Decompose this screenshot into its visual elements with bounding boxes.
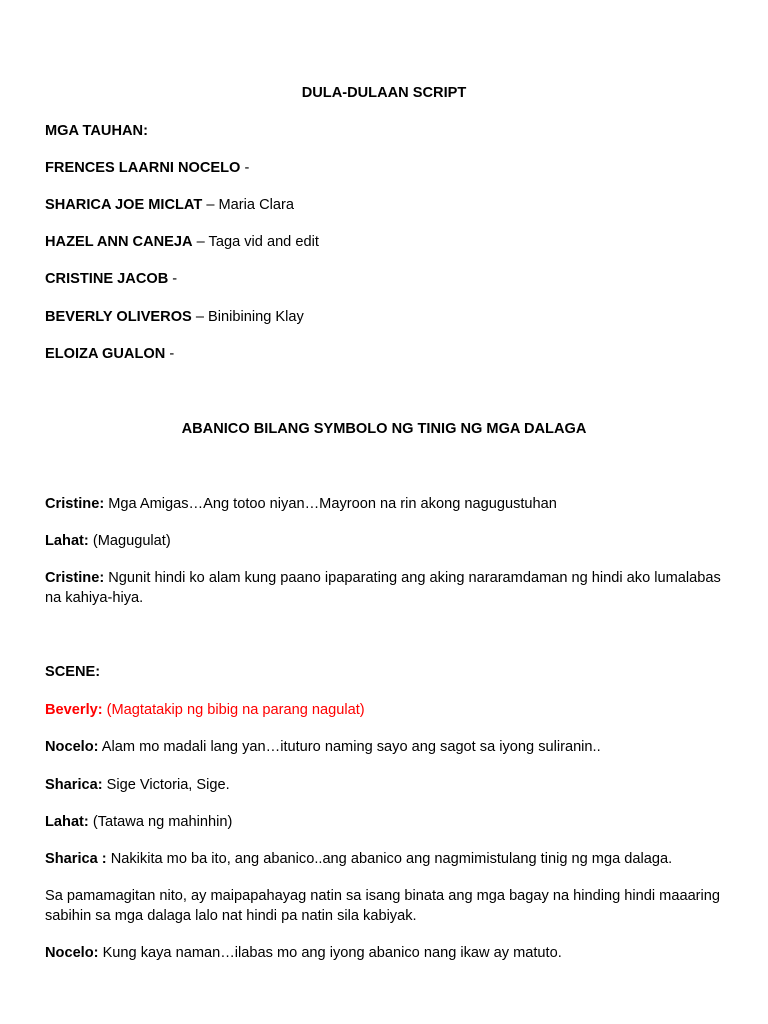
dialogue-line (45, 494, 725, 514)
cast-role: - (168, 271, 178, 287)
cast-role: - (240, 160, 250, 176)
cast-role: - (165, 346, 175, 362)
cast-member (45, 195, 725, 215)
cast-heading: MGA TAUHAN: (45, 123, 148, 139)
dialogue-text: (Tatawa ng mahinhin) (88, 814, 233, 830)
cast-name: BEVERLY OLIVEROS (45, 309, 192, 325)
cast-role: – Taga vid and edit (192, 234, 319, 250)
speaker-name: Beverly: (45, 702, 103, 718)
dialogue-line (45, 737, 725, 757)
cast-name: FRENCES LAARNI NOCELO (45, 160, 241, 176)
speaker-name: Cristine: (45, 496, 105, 512)
cast-name: ELOIZA GUALON (45, 346, 166, 362)
dialogue-line-highlighted (45, 700, 725, 720)
speaker-name: Sharica: (45, 777, 103, 793)
dialogue-text: Mga Amigas…Ang totoo niyan…Mayroon na rin akong nagugustuhan (104, 496, 557, 512)
cast-member (45, 307, 725, 327)
cast-member (45, 344, 725, 364)
dialogue-text: (Magugulat) (88, 533, 171, 549)
dialogue-line (45, 812, 725, 832)
dialogue-text: Kung kaya naman…ilabas mo ang iyong abanico nang ikaw ay matuto. (98, 945, 562, 961)
speaker-name: Lahat: (45, 533, 89, 549)
dialogue-text: Ngunit hindi ko alam kung paano ipaparating ang aking nararamdaman ng hindi ako lumalabas na kahiya-hiya. (45, 570, 721, 606)
speaker-name: Sharica : (45, 851, 107, 867)
dialogue-paragraph (45, 886, 725, 926)
speaker-name: Nocelo: (45, 945, 99, 961)
dialogue-line (45, 849, 725, 869)
cast-member (45, 158, 725, 178)
dialogue-line (45, 568, 725, 608)
cast-role: – Binibining Klay (191, 309, 304, 325)
dialogue-text: Sa pamamagitan nito, ay maipapahayag natin sa isang binata ang mga bagay na hinding hindi maaaring sabihin sa mga dalaga lalo nat hindi pa natin sila kabiyak. (45, 888, 721, 924)
cast-name: SHARICA JOE MICLAT (45, 197, 203, 213)
dialogue-text: Nakikita mo ba ito, ang abanico..ang abanico ang nagmimistulang tinig ng mga dalaga. (106, 851, 673, 867)
dialogue-line (45, 775, 725, 795)
cast-name: HAZEL ANN CANEJA (45, 234, 193, 250)
section-subtitle: ABANICO BILANG SYMBOLO NG TINIG NG MGA DALAGA (181, 421, 587, 437)
speaker-name: Lahat: (45, 814, 89, 830)
cast-member (45, 269, 725, 289)
scene-heading: SCENE: (45, 664, 101, 680)
cast-role: – Maria Clara (202, 197, 294, 213)
cast-member (45, 232, 725, 252)
document-title: DULA-DULAAN SCRIPT (301, 85, 467, 101)
dialogue-text: Alam mo madali lang yan…ituturo naming sayo ang sagot sa iyong suliranin.. (98, 739, 601, 755)
cast-name: CRISTINE JACOB (45, 271, 169, 287)
dialogue-line (45, 943, 725, 963)
dialogue-text: Sige Victoria, Sige. (102, 777, 230, 793)
dialogue-text: (Magtatakip ng bibig na parang nagulat) (102, 702, 365, 718)
speaker-name: Nocelo: (45, 739, 99, 755)
speaker-name: Cristine: (45, 570, 105, 586)
dialogue-line (45, 531, 725, 551)
